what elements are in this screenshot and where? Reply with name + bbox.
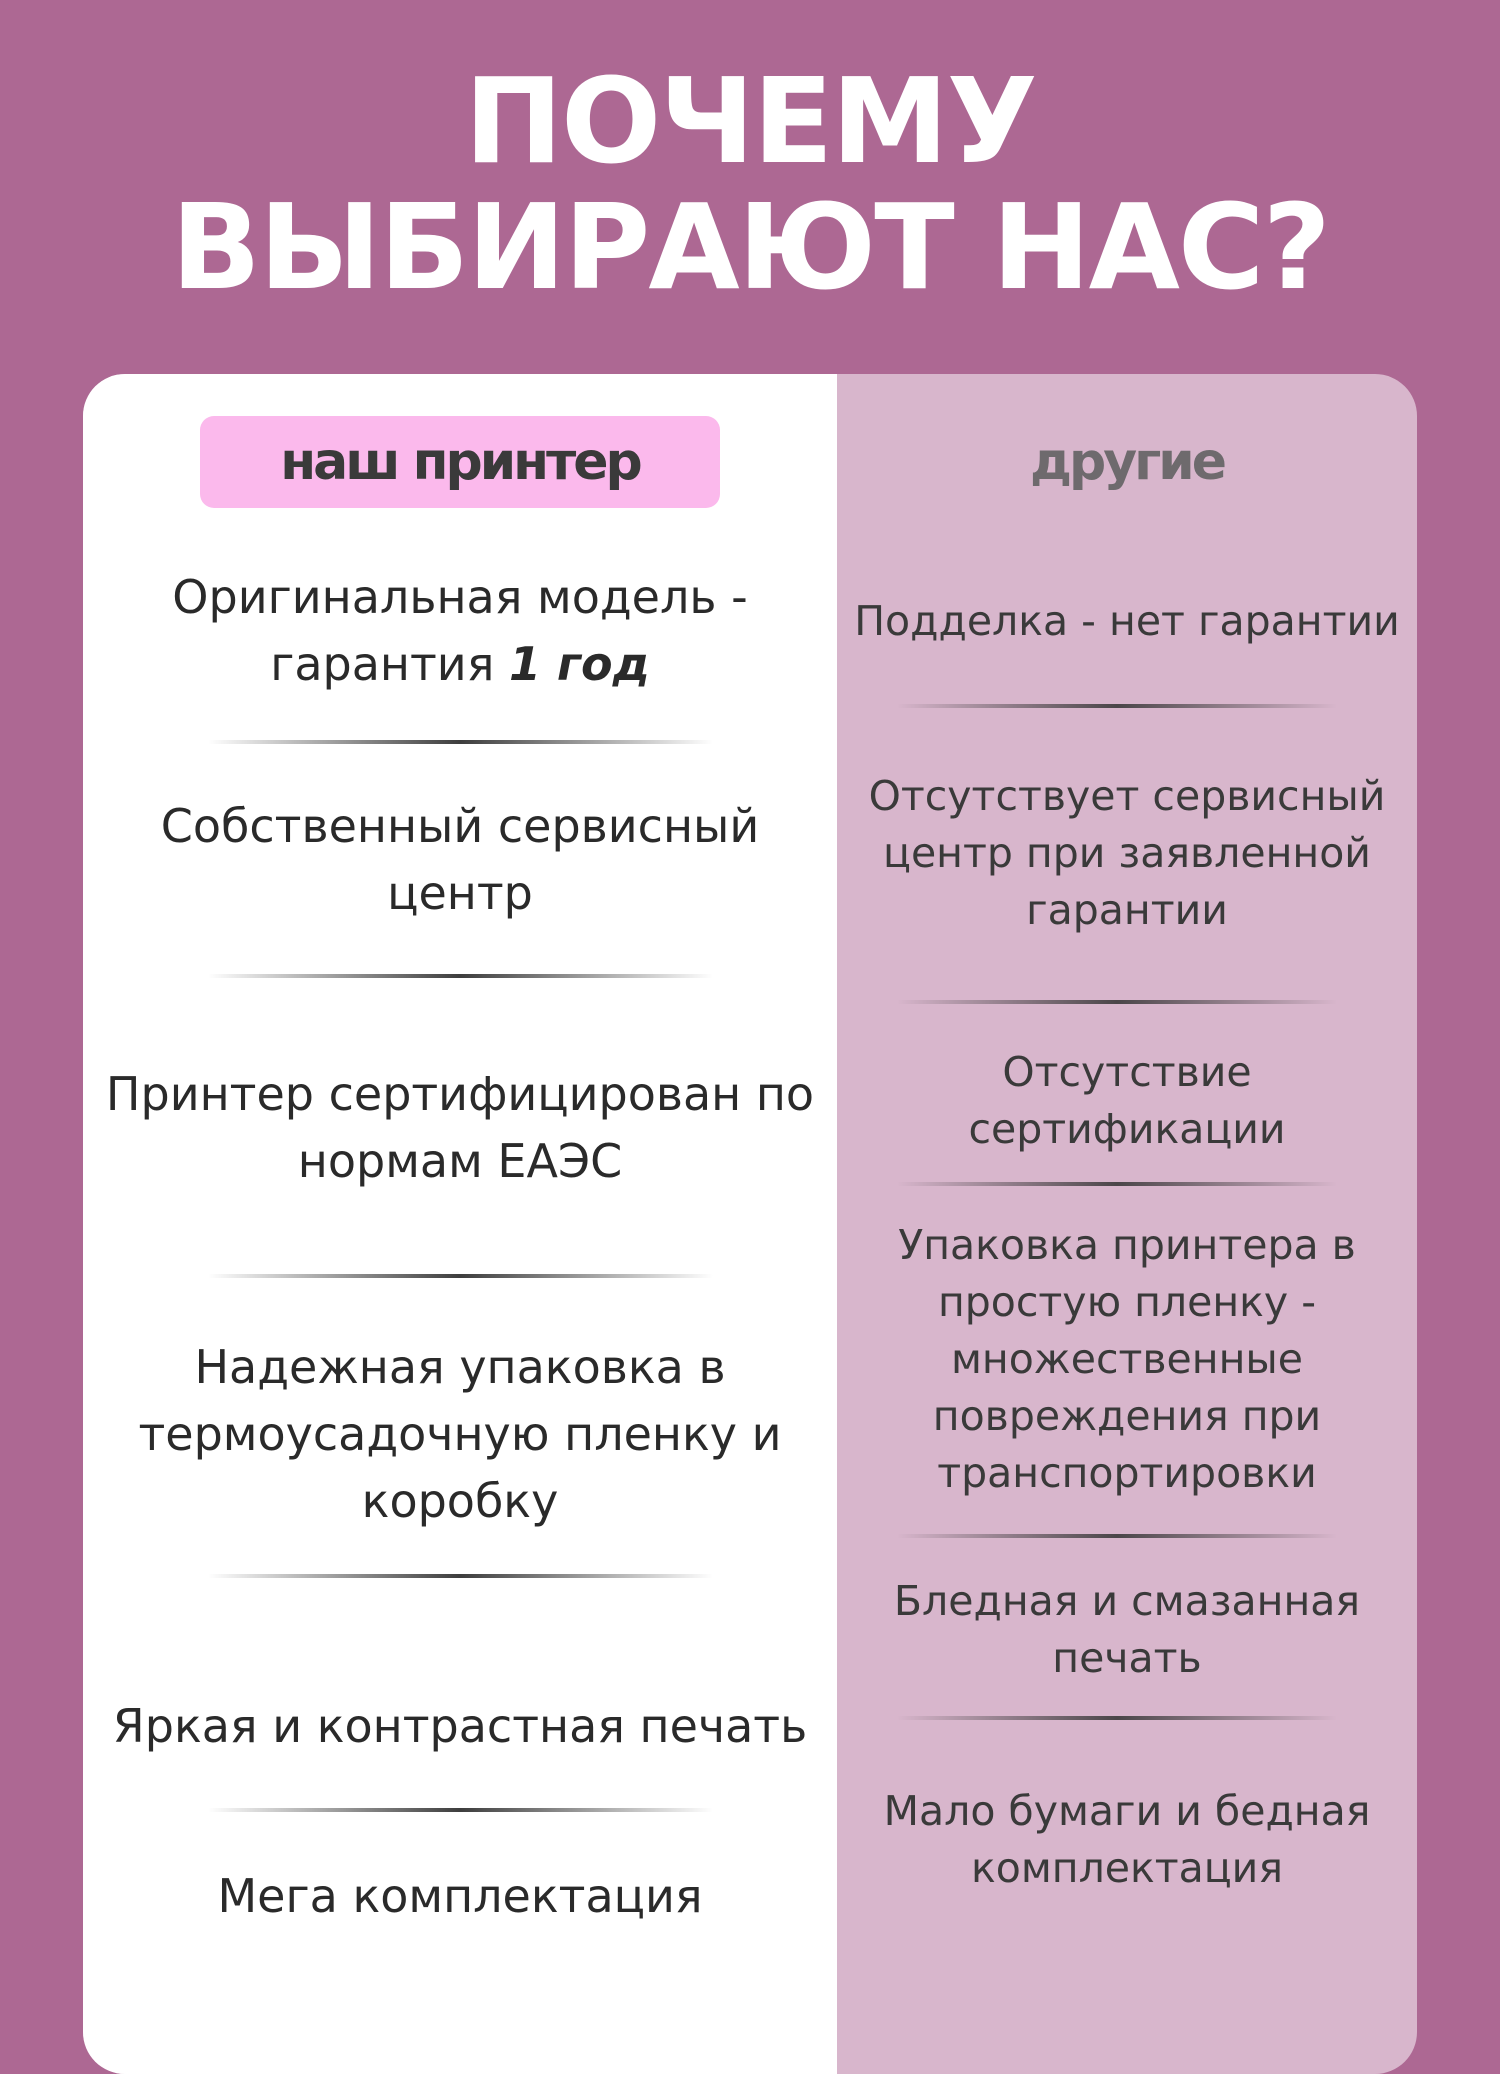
others-item-no-cert — [847, 1026, 1407, 1176]
headline — [0, 52, 1500, 316]
ours-item-certified — [103, 1010, 817, 1246]
comparison-card — [83, 374, 1417, 2074]
ours-item-packaging — [103, 1302, 817, 1566]
others-divider-1 — [897, 704, 1337, 708]
others-column — [837, 374, 1417, 2074]
ours-divider-1 — [208, 740, 713, 744]
ours-item-warranty-text — [103, 564, 817, 698]
our-printer-column — [83, 374, 837, 2074]
others-divider-2 — [897, 1000, 1337, 1004]
ours-item-packaging-text: Надежная упаковка в термоусадочную пленку и коробку — [138, 1339, 782, 1528]
ours-item-warranty — [103, 546, 817, 716]
ours-item-bundle-text: Мега комплектация — [217, 1868, 703, 1923]
others-divider-3 — [897, 1182, 1337, 1186]
ours-item-bundle — [103, 1836, 817, 1956]
ours-item-service-center-text: Собственный сервисный центр — [160, 799, 760, 920]
others-header: другие — [1030, 432, 1224, 492]
ours-divider-4 — [208, 1574, 713, 1578]
ours-item-certified-text: Принтер сертифицирован по нормам ЕАЭС — [105, 1067, 815, 1188]
others-item-fake — [847, 546, 1407, 696]
ours-divider-2 — [208, 974, 713, 978]
others-divider-4 — [897, 1534, 1337, 1538]
others-item-no-service-text: Отсутствует сервисный центр при заявленной гарантии — [868, 771, 1386, 934]
others-item-pale-print — [847, 1560, 1407, 1700]
ours-item-warranty-label: Оригинальная модель - гарантия — [172, 570, 748, 691]
others-item-poor-bundle-text: Мало бумаги и бедная комплектация — [883, 1787, 1371, 1892]
others-item-fake-text: Подделка - нет гарантии — [854, 596, 1400, 645]
headline-line-1: ПОЧЕМУ — [464, 52, 1036, 190]
ours-item-service-center — [103, 772, 817, 948]
ours-divider-5 — [208, 1808, 713, 1812]
others-item-packaging-text: Упаковка принтера в простую пленку - множественные повреждения при транспортировки — [898, 1220, 1356, 1497]
others-divider-5 — [897, 1716, 1337, 1720]
headline-line-2: ВЫБИРАЮТ НАС? — [171, 178, 1329, 316]
others-item-packaging — [847, 1204, 1407, 1514]
ours-divider-3 — [208, 1274, 713, 1278]
ours-item-print-quality-text: Яркая и контрастная печать — [112, 1698, 808, 1753]
warranty-emphasis: 1 год — [509, 637, 650, 691]
others-item-no-service — [847, 728, 1407, 978]
others-item-no-cert-text: Отсутствие сертификации — [968, 1048, 1286, 1153]
others-item-pale-print-text: Бледная и смазанная печать — [893, 1577, 1361, 1682]
others-item-poor-bundle — [847, 1740, 1407, 1940]
our-printer-header: наш принтер — [200, 416, 720, 508]
